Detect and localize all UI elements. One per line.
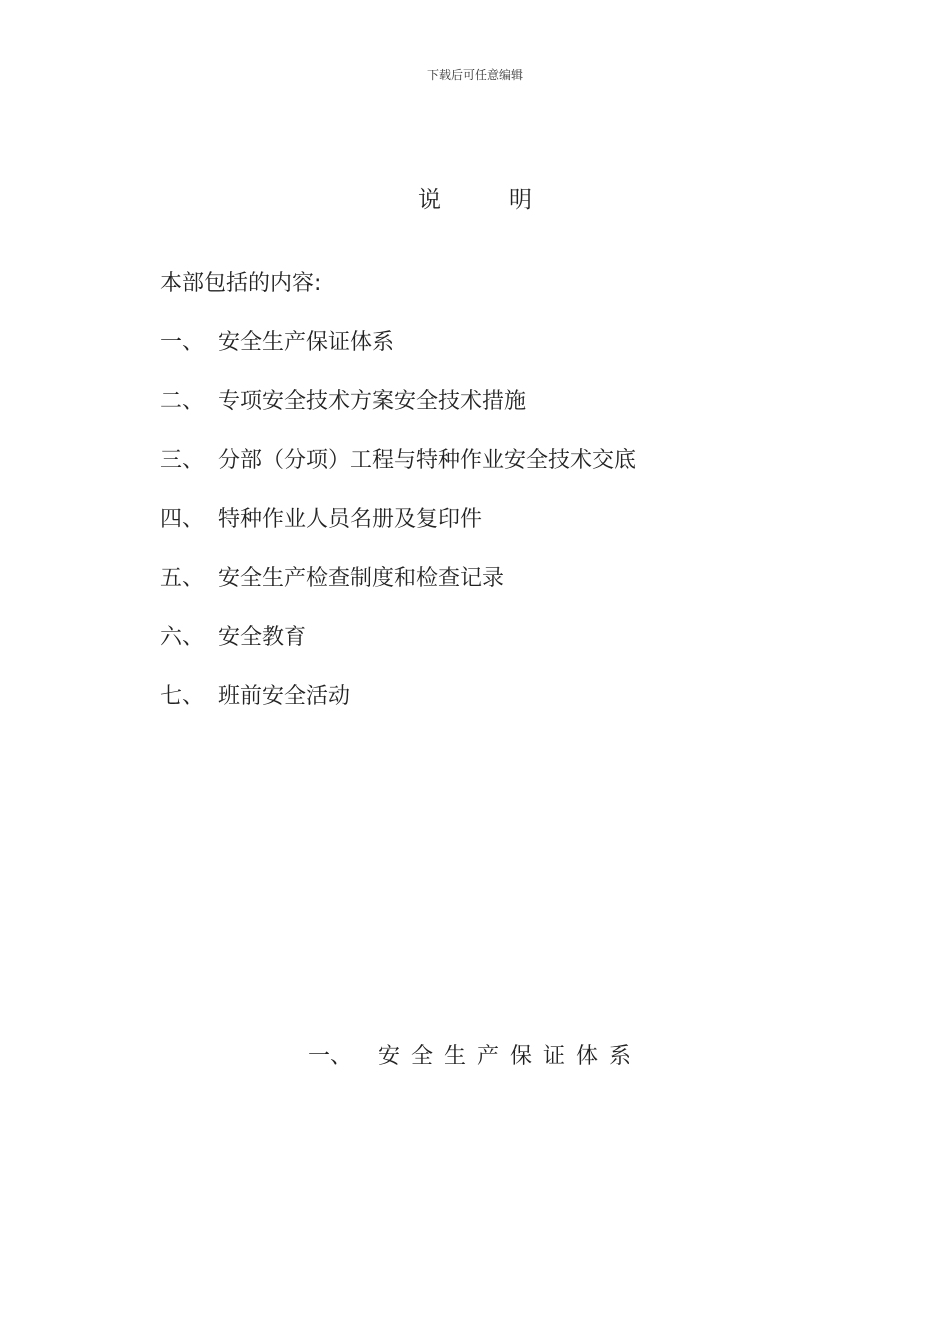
list-item-text: 班前安全活动 [218, 684, 351, 709]
list-item-text: 安全生产检查制度和检查记录 [218, 566, 505, 591]
page-title [0, 181, 950, 214]
section-heading-text: 安全生产保证体系 [378, 1044, 643, 1069]
title-char-2: 明 [509, 187, 532, 213]
list-item [160, 679, 636, 738]
list-item-number: 五、 [160, 566, 205, 591]
intro-text: 本部包括的内容: [160, 271, 322, 296]
contents-list [160, 325, 636, 738]
list-item-number: 七、 [160, 684, 205, 709]
title-char-1: 说 [418, 187, 441, 213]
list-item-number: 三、 [160, 448, 205, 473]
list-item-text: 安全教育 [218, 625, 307, 650]
list-item [160, 384, 636, 443]
list-item [160, 620, 636, 679]
list-item-text: 专项安全技术方案安全技术措施 [218, 389, 527, 414]
section-heading-number: 一、 [308, 1044, 353, 1069]
list-item-text: 安全生产保证体系 [218, 330, 395, 355]
list-item-number: 一、 [160, 330, 205, 355]
list-item-text: 特种作业人员名册及复印件 [218, 507, 483, 532]
list-item [160, 443, 636, 502]
list-item-text: 分部（分项）工程与特种作业安全技术交底 [218, 448, 637, 473]
list-item-number: 四、 [160, 507, 205, 532]
list-item [160, 502, 636, 561]
header-note: 下载后可任意编辑 [426, 68, 523, 82]
list-item-number: 六、 [160, 625, 205, 650]
list-item-number: 二、 [160, 389, 205, 414]
section-heading [308, 1039, 642, 1070]
list-item [160, 561, 636, 620]
list-item [160, 325, 636, 384]
